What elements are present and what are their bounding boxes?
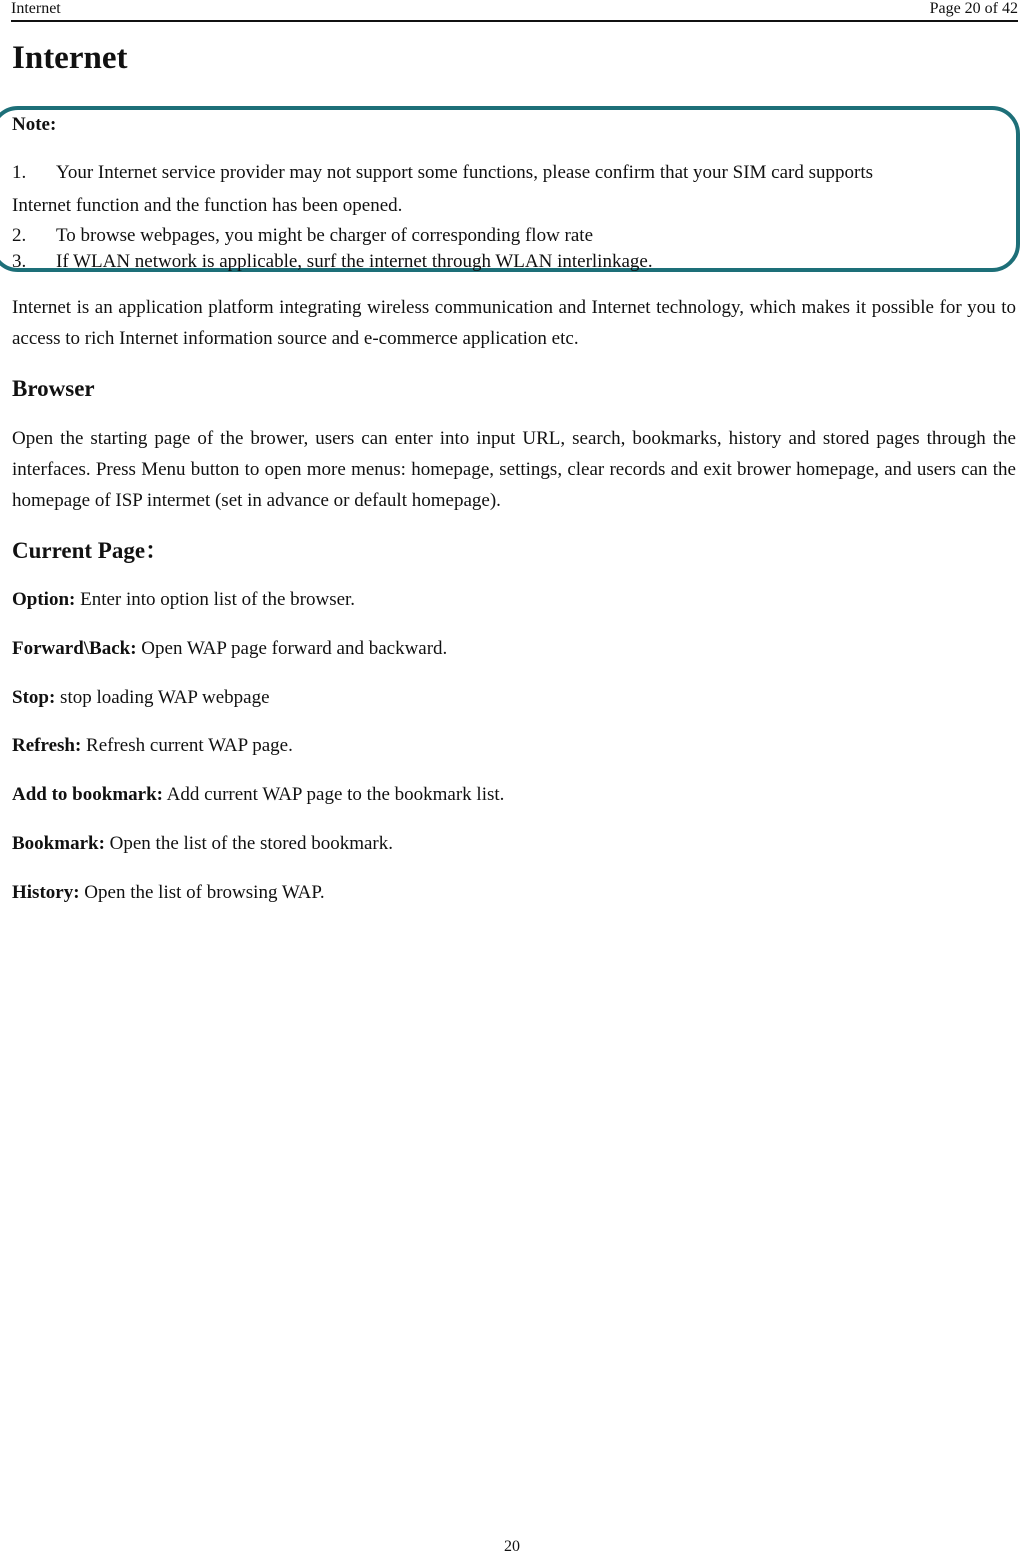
definition-desc: Refresh current WAP page. <box>81 735 293 756</box>
definition-desc: Open the list of the stored bookmark. <box>104 833 394 854</box>
definition-desc: Enter into option list of the browser. <box>75 589 356 610</box>
note-item-text: To browse webpages, you might be charger of corresponding flow rate <box>56 225 594 246</box>
definition-stop <box>12 686 270 710</box>
note-item-1 <box>12 162 873 184</box>
note-item-2 <box>12 225 593 247</box>
note-item-number: 3. <box>12 251 27 272</box>
note-item-text: Your Internet service provider may not support some functions, please confirm that your SIM card supports <box>56 162 874 183</box>
definition-refresh <box>12 734 293 758</box>
header-page-counter: Page 20 of 42 <box>929 0 1018 17</box>
note-box <box>0 106 1020 272</box>
note-item-number: 1. <box>12 162 27 183</box>
page-title: Internet <box>12 40 128 76</box>
definition-term: Stop: <box>12 687 56 708</box>
definition-term: Bookmark: <box>12 833 105 854</box>
definition-add-to-bookmark <box>12 783 504 807</box>
browser-paragraph: Open the starting page of the brower, users can enter into input URL, search, bookmarks, history and stored pages through the interfaces. Press Menu button to open more menus: homepage, settings, clear records and exit brower homepage, and users can the homepage of ISP intermet (set in advance or default homepage). <box>12 428 1016 511</box>
definition-forward-back <box>12 637 447 661</box>
note-item-number: 2. <box>12 225 27 246</box>
note-item-text: If WLAN network is applicable, surf the internet through WLAN interlinkage. <box>56 251 653 272</box>
definition-option <box>12 588 355 612</box>
definition-history <box>12 881 325 905</box>
browser-heading: Browser <box>12 376 95 401</box>
definition-desc: Open the list of browsing WAP. <box>79 882 325 903</box>
note-title: Note: <box>12 114 57 135</box>
definition-bookmark <box>12 832 393 856</box>
definition-term: Forward\Back: <box>12 638 137 659</box>
note-item-3 <box>12 251 653 273</box>
definition-term: Add to bookmark: <box>12 784 163 805</box>
note-item-1-continued: Internet function and the function has been opened. <box>12 195 403 216</box>
definition-desc: Open WAP page forward and backward. <box>136 638 448 659</box>
page-footer-number: 20 <box>504 1538 520 1555</box>
definition-desc: stop loading WAP webpage <box>55 687 270 708</box>
definition-term: History: <box>12 882 80 903</box>
definition-term: Refresh: <box>12 735 82 756</box>
definition-term: Option: <box>12 589 76 610</box>
intro-paragraph: Internet is an application platform integrating wireless communication and Internet technology, which makes it possible for you to access to rich Internet information source and e-commerce application etc. <box>12 297 1016 349</box>
current-page-heading: Current Page： <box>12 538 169 563</box>
page-header <box>11 0 1018 22</box>
header-section-title: Internet <box>11 0 61 17</box>
definition-desc: Add current WAP page to the bookmark list. <box>162 784 505 805</box>
